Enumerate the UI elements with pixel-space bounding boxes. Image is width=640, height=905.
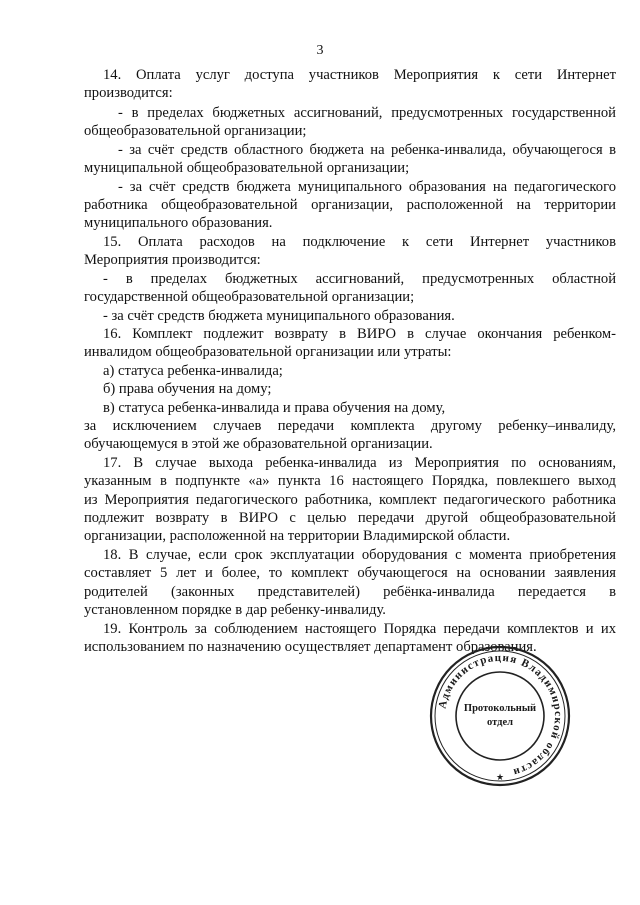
page-number: 3: [316, 43, 324, 58]
text-line: муниципальной общеобразовательной организации;: [84, 160, 410, 176]
text-line: составляет 5 лет и более, то комплект обучающегося на основании заявления: [84, 565, 616, 581]
text-line: государственной общеобразовательной организации;: [84, 289, 415, 305]
text-line: производится:: [84, 85, 173, 101]
round-stamp: [425, 641, 575, 791]
stamp-center-line2: отдел: [487, 717, 513, 728]
text-line: в) статуса ребенка-инвалида и права обучения на дому,: [103, 400, 446, 416]
text-line: указанным в подпункте «а» пункта 16 настоящего Порядка, повлекшего выход: [84, 473, 616, 489]
text-line: подлежит возврату в ВИРО с целью передачи другой общеобразовательной: [84, 510, 616, 526]
text-line: родителей (законных представителей) ребёнка-инвалида передается в: [84, 584, 616, 600]
text-line: - в пределах бюджетных ассигнований, предусмотренных областной: [103, 271, 616, 287]
svg-text:Администрация Владимирской обл: Администрация Владимирской области: [436, 651, 565, 779]
text-line: обучающемуся в этой же образовательной организации.: [84, 436, 433, 452]
text-line: работника общеобразовательной организации, расположенной на территории: [84, 197, 616, 213]
text-line: муниципального образования.: [84, 215, 273, 231]
text-line: Мероприятия производится:: [84, 252, 261, 268]
text-line: инвалидом общеобразовательной организации или утраты:: [84, 344, 452, 360]
text-line: 17. В случае выхода ребенка-инвалида из Мероприятия по основаниям,: [103, 455, 616, 471]
svg-text:★: ★: [495, 772, 505, 782]
text-line: - в пределах бюджетных ассигнований, предусмотренных государственной: [118, 105, 616, 121]
text-line: 19. Контроль за соблюдением настоящего Порядка передачи комплектов и их: [103, 621, 616, 637]
text-line: - за счёт средств бюджета муниципального образования на педагогического: [118, 179, 616, 195]
text-line: 15. Оплата расходов на подключение к сети Интернет участников: [103, 234, 616, 250]
text-line: 18. В случае, если срок эксплуатации оборудования с момента приобретения: [103, 547, 616, 563]
text-line: из Мероприятия педагогического работника, комплект педагогического работника: [84, 492, 616, 508]
text-line: общеобразовательной организации;: [84, 123, 307, 139]
text-line: использованием по назначению осуществляет департамент образования.: [84, 639, 537, 655]
text-line: за исключением случаев передачи комплекта другому ребенку–инвалиду,: [84, 418, 616, 434]
stamp-center-line1: Протокольный: [463, 703, 537, 714]
text-line: установленном порядке в дар ребенку-инвалиду.: [84, 602, 386, 618]
text-line: - за счёт средств бюджета муниципального образования.: [103, 308, 455, 324]
text-line: а) статуса ребенка-инвалида;: [103, 363, 283, 379]
text-line: 14. Оплата услуг доступа участников Мероприятия к сети Интернет: [103, 67, 616, 83]
text-line: - за счёт средств областного бюджета на ребенка-инвалида, обучающегося в: [118, 142, 616, 158]
text-line: 16. Комплект подлежит возврату в ВИРО в случае окончания ребенком-: [103, 326, 616, 342]
text-line: б) права обучения на дому;: [103, 381, 272, 397]
stamp-seal-icon: [425, 641, 575, 791]
text-line: организации, расположенной на территории Владимирской области.: [84, 528, 511, 544]
